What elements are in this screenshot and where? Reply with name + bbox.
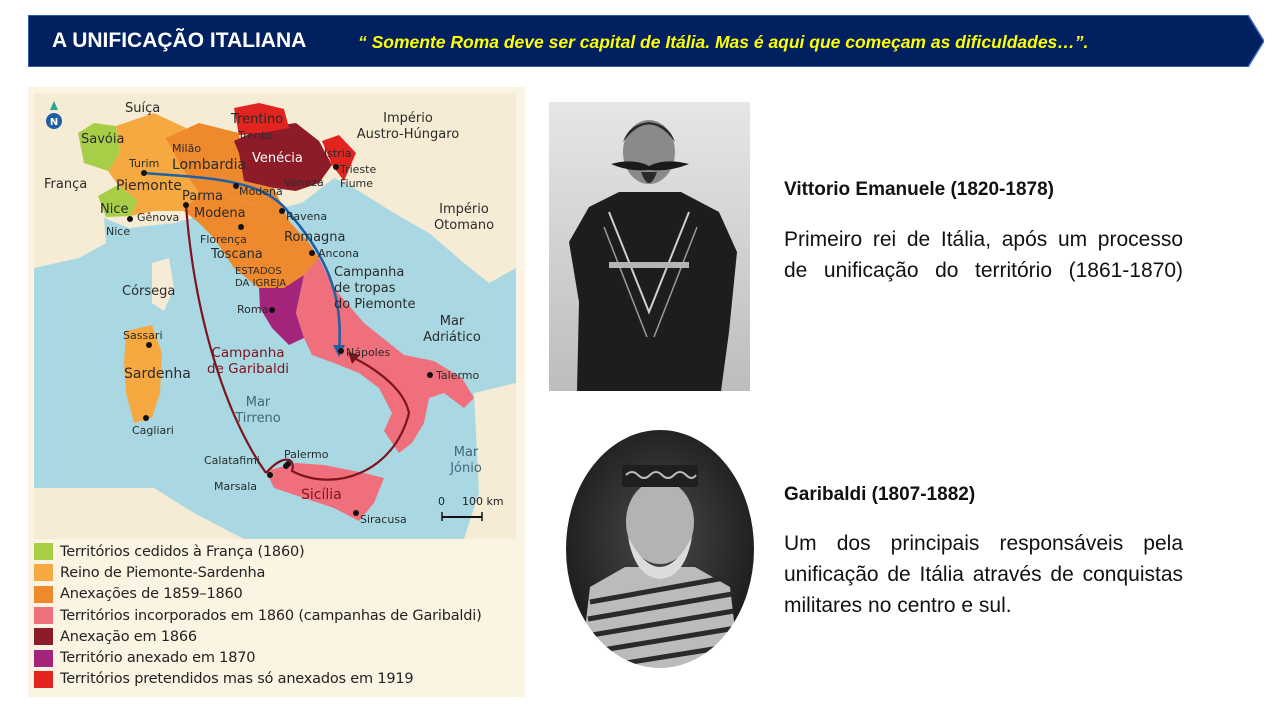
label-florenca: Florença	[200, 233, 247, 246]
label-nice-region: Nice	[100, 202, 129, 217]
label-turim: Turim	[129, 157, 160, 170]
label-sardenha: Sardenha	[124, 366, 191, 382]
label-campanha-tropas-1: Campanha	[334, 265, 405, 280]
label-roma: Roma	[237, 303, 269, 316]
label-parma: Parma	[182, 189, 223, 204]
legend-item	[34, 541, 518, 562]
label-trento: Trento	[238, 129, 273, 142]
label-saboia: Savóia	[81, 132, 125, 147]
legend-swatch	[34, 671, 53, 688]
label-imperio-austro-1: Império	[383, 111, 433, 126]
label-mar-jonio-1: Mar	[453, 445, 479, 460]
legend-label: Territórios cedidos à França (1860)	[60, 543, 305, 560]
italy-map	[34, 93, 516, 539]
legend-label: Territórios pretendidos mas só anexados em 1919	[60, 671, 414, 688]
legend-item	[34, 647, 518, 668]
person-description-garibaldi	[784, 528, 1183, 621]
city-dot-napoles	[338, 348, 344, 354]
legend-swatch	[34, 564, 53, 581]
label-estados-1: ESTADOS	[235, 266, 282, 277]
label-mar-jonio-2: Jónio	[450, 461, 482, 476]
label-lombardia: Lombardia	[172, 157, 247, 173]
scale-km: 100 km	[462, 495, 504, 508]
label-sassari: Sassari	[123, 329, 163, 342]
legend-item	[34, 584, 518, 605]
label-imperio-otomano-1: Império	[439, 202, 489, 217]
label-estados-2: DA IGREJA	[235, 278, 287, 289]
person-description-vittorio	[784, 224, 1183, 286]
label-siracusa: Siracusa	[360, 513, 407, 526]
compass-n: N	[49, 117, 59, 128]
city-dot-ravena	[279, 208, 285, 214]
city-dot-talermo	[427, 372, 433, 378]
label-marsala: Marsala	[214, 480, 258, 493]
legend-swatch	[34, 586, 53, 603]
map-svg	[34, 93, 516, 539]
legend-label: Reino de Piemonte-Sardenha	[60, 564, 266, 581]
scale-zero: 0	[438, 495, 445, 508]
label-franca: França	[44, 177, 88, 192]
label-modena: Modena	[194, 206, 246, 221]
quote-text: “ Somente Roma deve ser capital de Itália. Mas é aqui que começam as dificuldades…”.	[358, 32, 1089, 52]
label-campanha-tropas-2: de tropas	[334, 281, 396, 296]
person-name-garibaldi: Garibaldi (1807-1882)	[784, 484, 976, 505]
label-calatafimi: Calatafimi	[204, 454, 260, 467]
city-dot-palermo	[285, 461, 291, 467]
city-dot-florenca	[238, 224, 244, 230]
legend-item	[34, 669, 518, 690]
label-campanha-garibaldi-1: Campanha	[211, 345, 285, 361]
city-dot-cagliari	[143, 415, 149, 421]
legend-swatch	[34, 543, 53, 560]
city-dot-marsala	[267, 472, 273, 478]
city-dot-roma	[269, 307, 275, 313]
label-sicilia: Sicília	[301, 487, 342, 503]
label-mar-adriatico-2: Adriático	[423, 330, 481, 345]
label-ancona: Ancona	[318, 247, 359, 260]
label-piemonte: Piemonte	[116, 178, 182, 194]
label-corsega: Córsega	[122, 284, 176, 299]
legend-label: Anexação em 1866	[60, 628, 197, 645]
label-trentino: Trentino	[231, 112, 284, 127]
label-venecia: Venécia	[252, 151, 303, 166]
unification-map-panel	[28, 87, 525, 697]
legend-label: Territórios incorporados em 1860 (campanhas de Garibaldi)	[60, 607, 482, 624]
label-milao: Milão	[172, 142, 202, 155]
person-description-vittorio-text: Primeiro rei de Itália, após um processo de unificação do território (1861-1870)	[784, 228, 1183, 282]
title-banner	[28, 15, 1264, 67]
label-toscana: Toscana	[211, 247, 263, 262]
label-mar-adriatico-1: Mar	[439, 314, 465, 329]
label-istria: Ístria	[324, 147, 352, 160]
legend-swatch	[34, 650, 53, 667]
page-title: A UNIFICAÇÃO ITALIANA	[52, 29, 307, 52]
label-imperio-austro-2: Austro-Húngaro	[356, 127, 460, 142]
label-genova: Gênova	[137, 211, 180, 224]
city-dot-sassari	[146, 342, 152, 348]
city-dot-trieste	[333, 164, 339, 170]
legend-swatch	[34, 607, 53, 624]
label-imperio-otomano-2: Otomano	[433, 218, 495, 233]
legend-label: Anexações de 1859–1860	[60, 586, 243, 603]
label-campanha-garibaldi-2: de Garibaldi	[206, 361, 290, 377]
label-veneza: Veneza	[284, 176, 324, 189]
legend-item	[34, 562, 518, 583]
label-trieste: Trieste	[340, 163, 377, 176]
label-fiume: Fiume	[340, 177, 374, 190]
legend-item	[34, 605, 518, 626]
map-legend	[34, 541, 518, 690]
label-suica: Suíça	[125, 101, 161, 116]
city-dot-turim	[141, 170, 147, 176]
label-napoles: Nápoles	[346, 346, 391, 359]
label-mar-tirreno-2: Tirreno	[235, 411, 281, 426]
city-dot-ancona	[309, 250, 315, 256]
vittorio-emanuele-portrait	[549, 102, 750, 391]
label-romagna: Romagna	[284, 230, 346, 245]
person-name-vittorio: Vittorio Emanuele (1820-1878)	[784, 179, 1054, 200]
label-nice-city: Nice	[106, 225, 131, 238]
label-campanha-tropas-3: do Piemonte	[334, 297, 416, 312]
person-description-garibaldi-text: Um dos principais responsáveis pela unificação de Itália através de conquistas militares no centro e sul.	[784, 532, 1183, 617]
legend-label: Território anexado em 1870	[60, 650, 256, 667]
label-modena-city: Modena	[239, 185, 283, 198]
label-talermo: Talermo	[436, 369, 480, 382]
garibaldi-portrait	[560, 427, 760, 672]
legend-swatch	[34, 628, 53, 645]
label-palermo: Palermo	[284, 448, 329, 461]
legend-item	[34, 626, 518, 647]
label-ravena: Ravena	[286, 210, 328, 223]
label-cagliari: Cagliari	[132, 424, 174, 437]
label-mar-tirreno-1: Mar	[245, 395, 271, 410]
city-dot-siracusa	[353, 510, 359, 516]
